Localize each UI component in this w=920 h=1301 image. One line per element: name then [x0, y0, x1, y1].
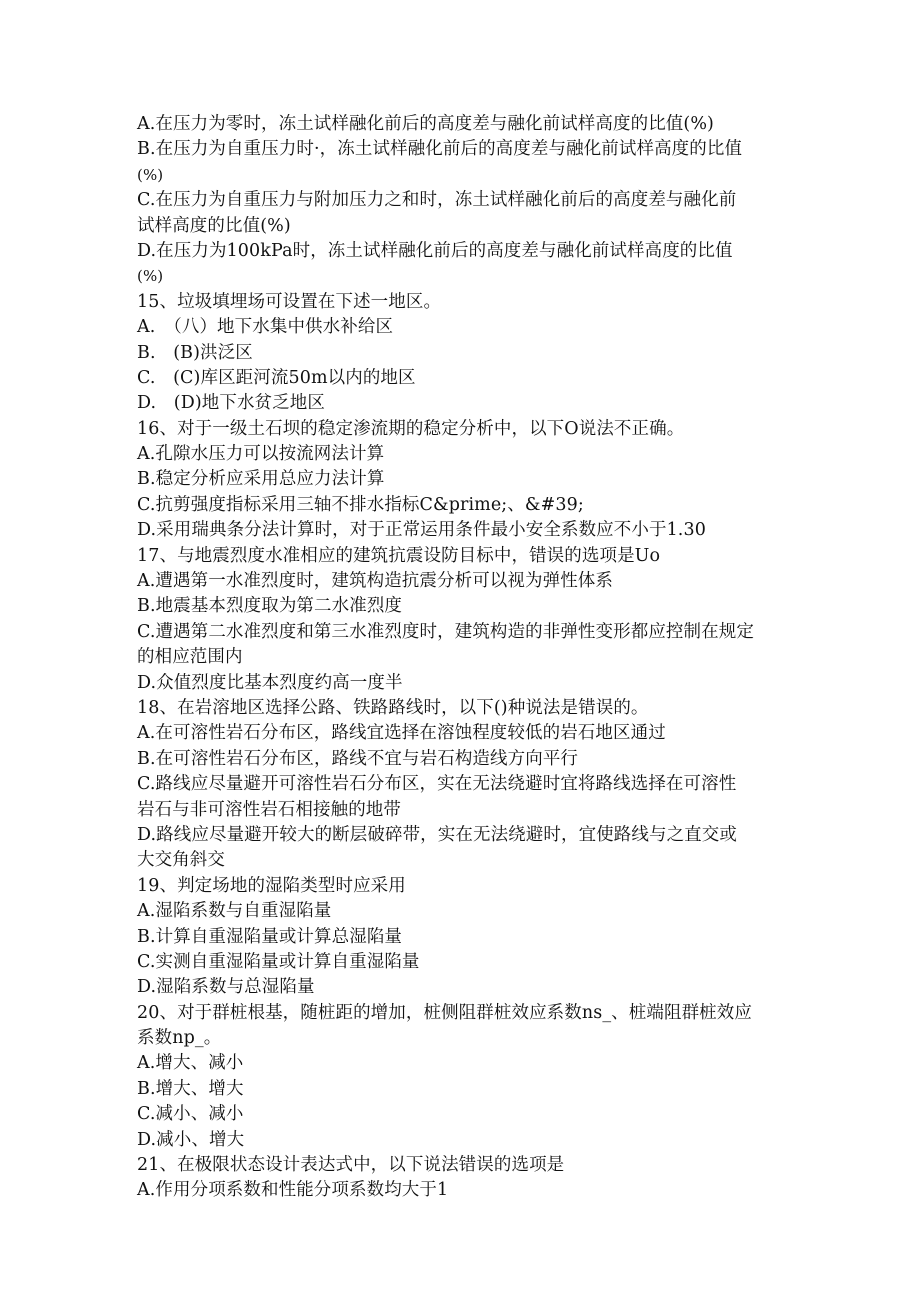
option-line: D.采用瑞典条分法计算时，对于正常运用条件最小安全系数应不小于1.30: [137, 520, 706, 541]
question-16-stem: 16、对于一级土石坝的稳定渗流期的稳定分析中，以下O说法不正确。: [137, 418, 685, 439]
text-line: B.在压力为自重压力时·，冻土试样融化前后的高度差与融化前试样高度的比值: [137, 139, 743, 160]
document-page: [137, 112, 787, 1204]
option-line: D.湿陷系数与总湿陷量: [137, 977, 315, 998]
question-19-stem: 19、判定场地的湿陷类型时应采用: [137, 875, 406, 896]
option-line: A.增大、减小: [137, 1053, 244, 1074]
option-line: B.增大、增大: [137, 1078, 244, 1099]
question-18-stem: 18、在岩溶地区选择公路、铁路路线时，以下()种说法是错误的。: [137, 697, 649, 718]
text-line: A.在压力为零时，冻土试样融化前后的高度差与融化前试样高度的比值(%): [137, 114, 714, 134]
option-line: C. (C)库区距河流50m以内的地区: [137, 367, 416, 388]
option-line: D. (D)地下水贫乏地区: [137, 393, 325, 414]
option-line: A.遭遇第一水准烈度时，建筑构造抗震分析可以视为弹性体系: [137, 571, 613, 592]
option-line: D.众值烈度比基本烈度约高一度半: [137, 672, 403, 693]
option-line: A.孔隙水压力可以按流网法计算: [137, 444, 385, 465]
option-line: A. （八）地下水集中供水补给区: [137, 317, 394, 338]
question-20-stem: 20、对于群桩根基，随桩距的增加，桩侧阻群桩效应系数ns_、桩端阻群桩效应: [137, 1002, 752, 1023]
option-line: C.抗剪强度指标采用三轴不排水指标C&prime;、&#39;: [137, 494, 584, 515]
text-line: 系数np_。: [137, 1028, 222, 1049]
text-line: 的相应范围内: [137, 647, 243, 668]
option-line: A.湿陷系数与自重湿陷量: [137, 901, 332, 922]
question-21-stem: 21、在极限状态设计表达式中，以下说法错误的选项是: [137, 1155, 565, 1176]
option-line: C.路线应尽量避开可溶性岩石分布区，实在无法绕避时宜将路线选择在可溶性: [137, 774, 737, 795]
option-line: B. (B)洪泛区: [137, 342, 253, 363]
text-line: 大交角斜交: [137, 850, 225, 871]
text-line: (%): [137, 267, 164, 286]
option-line: B.计算自重湿陷量或计算总湿陷量: [137, 926, 403, 947]
option-line: A.作用分项系数和性能分项系数均大于1: [137, 1180, 449, 1201]
option-line: D.路线应尽量避开较大的断层破碎带，实在无法绕避时，宜使路线与之直交或: [137, 824, 737, 845]
option-line: C.实测自重湿陷量或计算自重湿陷量: [137, 951, 420, 972]
question-17-stem: 17、与地震烈度水准相应的建筑抗震设防目标中，错误的选项是Uo: [137, 545, 661, 566]
text-line: 岩石与非可溶性岩石相接触的地带: [137, 799, 401, 820]
text-line: C.在压力为自重压力与附加压力之和时，冻土试样融化前后的高度差与融化前: [137, 190, 737, 211]
option-line: B.在可溶性岩石分布区，路线不宜与岩石构造线方向平行: [137, 748, 579, 769]
option-line: A.在可溶性岩石分布区，路线宜选择在溶蚀程度较低的岩石地区通过: [137, 723, 666, 744]
option-line: D.减小、增大: [137, 1129, 245, 1150]
text-line: 试样高度的比值(%): [137, 215, 291, 236]
text-line: (%): [137, 165, 164, 184]
option-line: C.遭遇第二水准烈度和第三水准烈度时，建筑构造的非弹性变形都应控制在规定: [137, 621, 754, 642]
option-line: B.地震基本烈度取为第二水准烈度: [137, 596, 403, 617]
question-15-stem: 15、垃圾填埋场可设置在下述一地区。: [137, 291, 442, 312]
text-line: D.在压力为100kPa时，冻土试样融化前后的高度差与融化前试样高度的比值: [137, 240, 733, 261]
option-line: C.减小、减小: [137, 1104, 244, 1125]
option-line: B.稳定分析应采用总应力法计算: [137, 469, 385, 490]
